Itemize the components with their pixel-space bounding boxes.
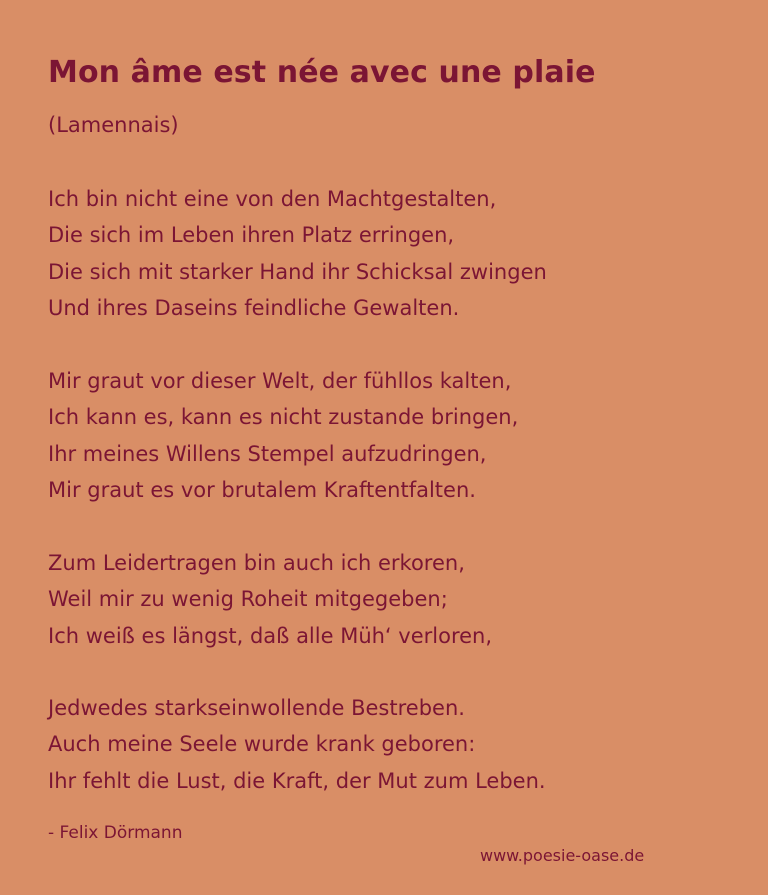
poem-line: Ich kann es, kann es nicht zustande bringen, — [48, 405, 519, 430]
poem-line: Jedwedes starkseinwollende Bestreben. — [48, 696, 465, 720]
stanza-3 — [48, 545, 492, 654]
stanza-4 — [48, 690, 546, 799]
poem-line: Und ihres Daseins feindliche Gewalten. — [48, 295, 460, 320]
poem-line: Auch meine Seele wurde krank geboren: — [48, 732, 476, 757]
poem-line: Ich weiß es längst, daß alle Müh‘ verloren, — [48, 623, 493, 648]
poem-line: Ich bin nicht eine von den Machtgestalten, — [48, 187, 497, 211]
poem-line: Mir graut es vor brutalem Kraftentfalten. — [48, 477, 476, 502]
poem-line: Zum Leidertragen bin auch ich erkoren, — [48, 551, 465, 575]
website-link[interactable]: www.poesie-oase.de — [480, 846, 645, 865]
poem-line: Ihr meines Willens Stempel aufzudringen, — [48, 441, 487, 466]
poem-line: Die sich im Leben ihren Platz erringen, — [48, 223, 455, 248]
poem-line: Ihr fehlt die Lust, die Kraft, der Mut zum Leben. — [48, 768, 546, 793]
poem-author: - Felix Dörmann — [48, 823, 183, 843]
poem-line: Mir graut vor dieser Welt, der fühllos kalten, — [48, 369, 512, 393]
stanza-1 — [48, 181, 547, 326]
poem-subtitle: (Lamennais) — [48, 113, 179, 137]
poem-line: Weil mir zu wenig Roheit mitgegeben; — [48, 587, 448, 612]
poem-line: Die sich mit starker Hand ihr Schicksal zwingen — [48, 259, 547, 284]
stanza-2 — [48, 363, 518, 508]
poem-title: Mon âme est née avec une plaie — [48, 55, 596, 90]
